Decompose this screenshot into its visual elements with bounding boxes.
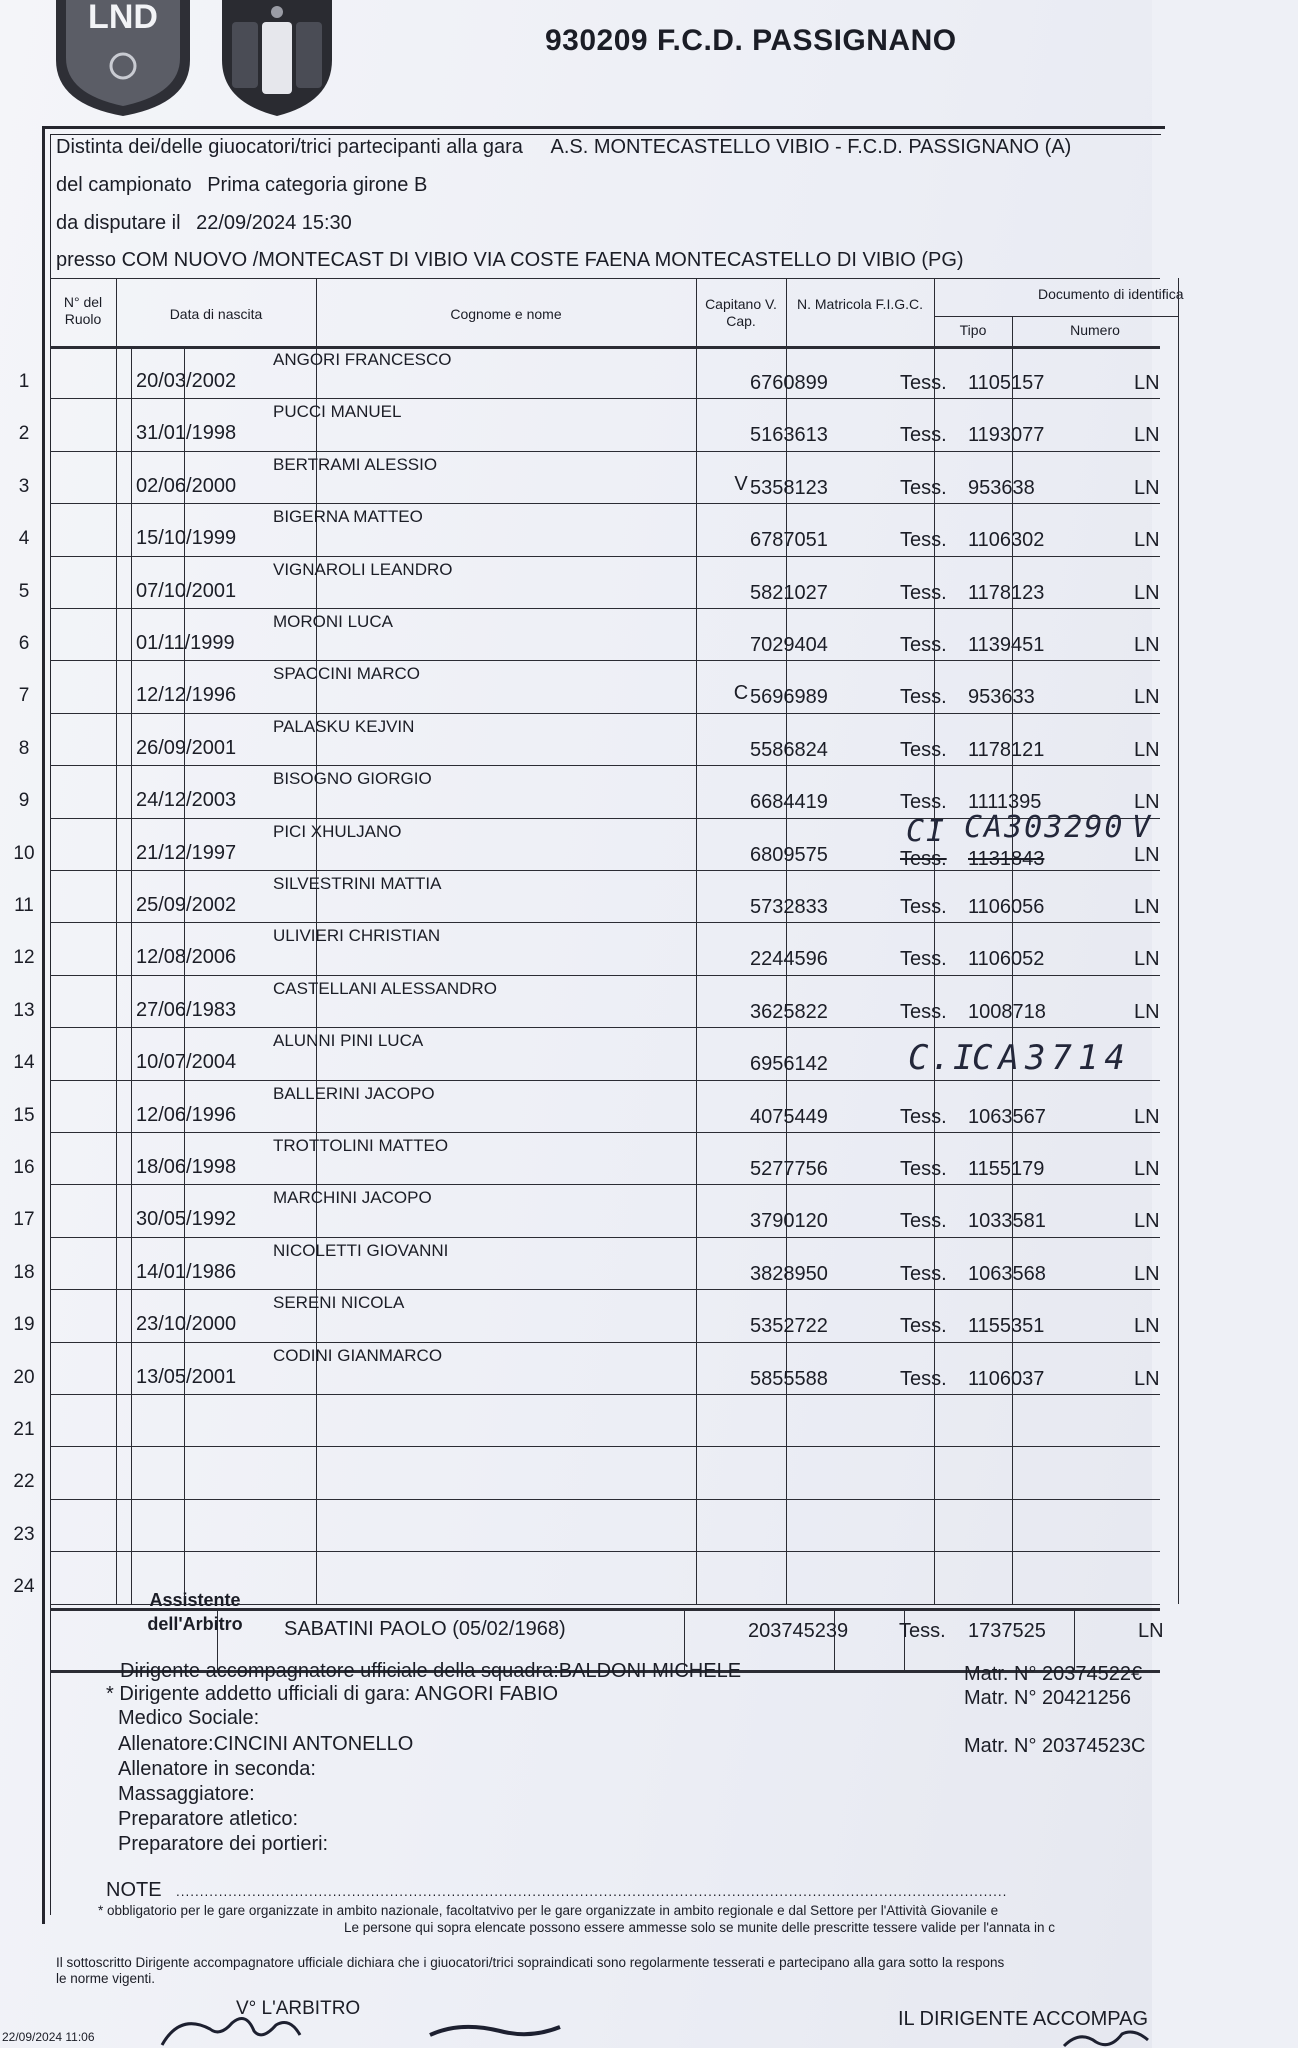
player-name-cell: PICI XHULJANO <box>273 821 402 841</box>
doc-issuer-cell: LN <box>1134 791 1160 814</box>
row-number: 13 <box>13 999 35 1021</box>
player-name-cell: CODINI GIANMARCO <box>273 1345 443 1365</box>
table-row <box>18 398 1178 450</box>
birth-date-cell: 12/12/1996 <box>136 684 237 707</box>
table-row <box>18 503 1178 555</box>
doc-number-cell: 1106302 <box>968 529 1045 552</box>
distinta-label: Distinta dei/delle giuocatori/trici partecipanti alla gara <box>56 136 523 158</box>
doc-number-cell: 1193077 <box>968 424 1045 447</box>
doc-type-cell: Tess. <box>900 738 947 761</box>
matricola-cell: 4075449 <box>750 1105 828 1128</box>
matricola-cell: 6809575 <box>750 843 828 866</box>
doc-issuer-cell: LN <box>1134 372 1160 394</box>
row-number: 3 <box>18 475 30 497</box>
doc-number-cell: 1178123 <box>968 581 1045 604</box>
row-number: 7 <box>18 685 30 707</box>
doc-number-cell: 1063568 <box>968 1262 1046 1285</box>
doc-number-cell: 953633 <box>968 686 1035 709</box>
doc-type-cell: Tess. <box>900 791 947 814</box>
distinta-value: A.S. MONTECASTELLO VIBIO - F.C.D. PASSIGNANO (A) <box>550 136 1072 158</box>
row-number: 15 <box>13 1104 35 1126</box>
header-capitano: Capitano V. Cap. <box>705 296 777 329</box>
grid-vline <box>696 278 697 346</box>
doc-issuer-cell: LN <box>1134 1000 1160 1023</box>
player-name-cell: SERENI NICOLA <box>273 1293 405 1313</box>
medico-line: Medico Sociale: <box>118 1707 260 1729</box>
matricola-cell: 5163613 <box>750 424 828 447</box>
arbitro-label: V° L'ARBITRO <box>236 1998 361 2019</box>
doc-number-cell: 1139451 <box>968 634 1045 656</box>
table-row <box>13 1184 1178 1236</box>
handwritten-ci-row10: CI <box>906 814 947 849</box>
grid-hline <box>50 278 1160 279</box>
matricola-cell: 3790120 <box>750 1210 828 1233</box>
addetto-line: * Dirigente addetto ufficiali di gara: ANGORI FABIO <box>106 1683 559 1705</box>
matricola-cell: 6760899 <box>750 372 828 394</box>
assistant-tipo: Tess. <box>899 1620 946 1642</box>
birth-date-cell: 02/06/2000 <box>136 474 237 497</box>
handwritten-ci-row14: C.I <box>908 1038 976 1078</box>
matricola-cell: 5352722 <box>750 1315 828 1338</box>
doc-type-cell: Tess. <box>900 686 947 709</box>
doc-type-cell: Tess. <box>900 372 947 394</box>
assistant-numero: 1737525 <box>968 1620 1046 1642</box>
table-row <box>13 975 1178 1027</box>
doc-issuer-cell: LN <box>1134 1315 1160 1338</box>
table-row <box>18 660 1178 712</box>
allenatore2-line: Allenatore in seconda: <box>118 1758 316 1780</box>
birth-date-cell: 01/11/1999 <box>136 632 235 654</box>
matricola-dirigente: Matr. N° 20374522€ <box>964 1663 1143 1685</box>
massaggiatore-line: Massaggiatore: <box>118 1783 255 1805</box>
doc-issuer-cell: LN <box>1134 738 1160 761</box>
birth-date-cell: 23/10/2000 <box>136 1313 237 1336</box>
table-row <box>18 346 1178 398</box>
doc-type-cell: Tess. <box>900 1210 947 1233</box>
birth-date-cell: 25/09/2002 <box>136 894 237 916</box>
row-number: 23 <box>13 1523 35 1545</box>
birth-date-cell: 12/08/2006 <box>136 946 237 969</box>
matricola-cell: 5732833 <box>750 896 828 918</box>
row-number: 24 <box>13 1576 35 1598</box>
row-number: 18 <box>13 1261 35 1283</box>
distinta-line <box>56 136 1071 159</box>
player-name-cell: SILVESTRINI MATTIA <box>273 874 442 893</box>
birth-date-cell: 13/05/2001 <box>136 1365 237 1388</box>
birth-date-cell: 20/03/2002 <box>136 370 237 392</box>
data-value: 22/09/2024 15:30 <box>196 212 352 234</box>
doc-type-cell: Tess. <box>900 896 947 918</box>
doc-issuer-cell: LN <box>1134 476 1160 499</box>
table-row <box>13 1342 1178 1394</box>
birth-date-cell: 26/09/2001 <box>136 736 237 759</box>
table-row <box>18 713 1178 765</box>
player-name-cell: PALASKU KEJVIN <box>273 716 415 736</box>
grid-vline <box>1178 346 1179 1604</box>
grid-vline <box>1178 278 1179 346</box>
doc-issuer-cell: LN <box>1134 424 1160 447</box>
row-number: 9 <box>18 790 30 812</box>
table-row <box>18 556 1178 608</box>
doc-type-cell: Tess. <box>900 1158 947 1180</box>
row-number: 19 <box>13 1314 35 1336</box>
grid-vline <box>1074 1608 1075 1670</box>
grid-hline <box>934 316 1178 317</box>
birth-date-cell: 15/10/1999 <box>136 527 237 550</box>
doc-number-cell: 1178121 <box>968 738 1045 761</box>
presso-line <box>56 249 964 272</box>
assistant-ente: LN <box>1138 1620 1164 1642</box>
note-label: NOTE <box>106 1879 162 1901</box>
data-line <box>56 212 352 235</box>
presso-label: presso <box>56 249 117 271</box>
matricola-cell: 3625822 <box>750 1000 828 1023</box>
matricola-allenatore: Matr. N° 20374523C <box>964 1735 1146 1757</box>
timestamp: 22/09/2024 11:06 <box>2 2030 95 2044</box>
birth-date-cell: 27/06/1983 <box>136 998 237 1021</box>
player-name-cell: MORONI LUCA <box>273 612 393 631</box>
doc-type-cell: Tess. <box>900 1367 947 1390</box>
table-row <box>13 1394 1178 1446</box>
header-tipo: Tipo <box>959 322 987 338</box>
row-number: 16 <box>13 1157 35 1178</box>
player-name-cell: ALUNNI PINI LUCA <box>273 1031 424 1051</box>
dirigente-signature <box>1060 2028 1152 2048</box>
dirigente-line: Dirigente accompagnatore ufficiale della squadra:BALDONI MICHELE <box>120 1660 742 1682</box>
handwritten-doc-row10: CA303290 <box>964 810 1125 845</box>
birth-date-cell: 30/05/1992 <box>136 1208 237 1231</box>
player-name-cell: BIGERNA MATTEO <box>273 507 423 527</box>
row-number: 2 <box>18 423 30 445</box>
preparatore-line: Preparatore atletico: <box>118 1808 299 1830</box>
table-row <box>13 1499 1178 1551</box>
grid-vline <box>786 278 787 346</box>
row-number: 11 <box>14 895 34 916</box>
player-name-cell: MARCHINI JACOPO <box>273 1188 432 1208</box>
matricola-addetto: Matr. N° 20421256 <box>964 1687 1131 1709</box>
birth-date-cell: 12/06/1996 <box>136 1103 237 1126</box>
doc-number-cell: 1111395 <box>968 791 1042 814</box>
table-row <box>13 1446 1178 1498</box>
doc-issuer-cell: LN <box>1134 948 1160 971</box>
svg-text:LND: LND <box>88 0 158 36</box>
matricola-cell: 3828950 <box>750 1262 828 1285</box>
birth-date-cell: 14/01/1986 <box>136 1260 237 1283</box>
doc-number-cell: 1131843 <box>968 847 1045 870</box>
doc-issuer-cell: LN <box>1134 1105 1160 1128</box>
player-name-cell: NICOLETTI GIOVANNI <box>273 1240 449 1260</box>
norme-text: le norme vigenti. <box>56 1971 156 1986</box>
matricola-cell: 6956142 <box>750 1053 828 1076</box>
doc-number-cell: 953638 <box>968 476 1035 499</box>
dirigente-signature-label: IL DIRIGENTE ACCOMPAG <box>898 2008 1149 2030</box>
assistant-matricola: 203745239 <box>748 1620 849 1642</box>
presso-value: COM NUOVO /MONTECAST DI VIBIO VIA COSTE FAENA MONTECASTELLO DI VIBIO (PG) <box>121 249 964 271</box>
matricola-cell: 5821027 <box>750 581 828 604</box>
doc-issuer-cell: LN <box>1134 1210 1160 1233</box>
doc-number-cell: 1063567 <box>968 1105 1046 1128</box>
doc-number-cell: 1033581 <box>968 1210 1046 1233</box>
table-row <box>18 451 1178 503</box>
header-documento: Documento di identifica <box>1038 286 1184 302</box>
doc-type-cell: Tess. <box>900 847 947 870</box>
birth-date-cell: 10/07/2004 <box>136 1051 237 1074</box>
doc-issuer-cell: LN <box>1134 1367 1160 1390</box>
birth-date-cell: 18/06/1998 <box>136 1156 237 1178</box>
row-number: 22 <box>13 1471 35 1493</box>
doc-issuer-cell: LN <box>1134 1262 1160 1285</box>
table-row <box>13 1237 1178 1289</box>
header-numero: Numero <box>1070 322 1120 338</box>
campionato-label: del campionato <box>56 174 192 196</box>
birth-date-cell: 31/01/1998 <box>136 422 237 445</box>
row-number: 21 <box>13 1419 35 1440</box>
captain-cell: C <box>733 682 749 705</box>
table-row <box>13 1080 1178 1132</box>
grid-vline <box>316 278 317 346</box>
player-name-cell: BISOGNO GIORGIO <box>273 769 432 789</box>
table-row <box>13 1132 1178 1184</box>
player-name-cell: BERTRAMI ALESSIO <box>273 454 438 474</box>
obbligatorio-text: * obbligatorio per le gare organizzate in ambito nazionale, facoltatvivo per le gare organizzate in ambito regionale e dal Settore per l'Attività Giovanile e <box>98 1903 999 1918</box>
doc-type-cell: Tess. <box>900 1315 947 1338</box>
lnd-logo <box>52 0 194 118</box>
doc-issuer-cell: LN <box>1134 634 1160 656</box>
doc-issuer-cell: LN <box>1134 1158 1160 1180</box>
doc-number-cell: 1105157 <box>968 372 1045 394</box>
captain-cell: V <box>734 472 748 495</box>
header-nome: Cognome e nome <box>450 306 562 322</box>
assistant-name: SABATINI PAOLO (05/02/1968) <box>284 1618 566 1640</box>
row-number: 4 <box>18 528 30 550</box>
matricola-cell: 5358123 <box>750 476 828 499</box>
grid-vline <box>1012 316 1013 346</box>
player-name-cell: PUCCI MANUEL <box>273 402 402 422</box>
grid-vline <box>116 278 117 346</box>
doc-type-cell: Tess. <box>900 581 947 604</box>
matricola-cell: 5277756 <box>750 1158 828 1180</box>
header-ruolo: N° del Ruolo <box>63 294 103 327</box>
doc-number-cell: 1008718 <box>968 1000 1046 1023</box>
doc-type-cell: Tess. <box>900 948 947 971</box>
row-number: 6 <box>18 633 30 654</box>
doc-type-cell: Tess. <box>900 634 947 656</box>
player-name-cell: SPACCINI MARCO <box>273 664 421 684</box>
grid-vline <box>934 278 935 346</box>
assistant-label-2: dell'Arbitro <box>147 1614 243 1634</box>
matricola-cell: 6787051 <box>750 529 828 552</box>
matricola-cell: 2244596 <box>750 948 828 971</box>
data-label: da disputare il <box>56 212 181 234</box>
player-name-cell: ANGORI FRANCESCO <box>273 350 452 369</box>
doc-number-cell: 1155179 <box>968 1158 1045 1180</box>
table-row <box>14 870 1178 922</box>
note-dots: ............................................................................................................................................................................... <box>176 1884 1008 1899</box>
matricola-cell: 7029404 <box>750 634 828 656</box>
doc-type-cell: Tess. <box>900 1105 947 1128</box>
row-number: 12 <box>13 947 35 969</box>
campionato-line <box>56 174 427 197</box>
birth-date-cell: 21/12/1997 <box>136 841 237 864</box>
figc-logo <box>218 0 336 118</box>
row-number: 1 <box>18 371 30 392</box>
row-number: 17 <box>13 1209 35 1231</box>
player-name-cell: TROTTOLINI MATTEO <box>273 1136 449 1155</box>
doc-type-cell: Tess. <box>900 1262 947 1285</box>
header-nascita: Data di nascita <box>169 306 263 322</box>
row-number: 14 <box>13 1052 35 1074</box>
campionato-value: Prima categoria girone B <box>207 174 428 196</box>
doc-issuer-cell: LN <box>1134 581 1160 604</box>
persone-text: Le persone qui sopra elencate possono essere ammesse solo se munite delle prescritte tessere valide per l'annata in c <box>344 1920 1055 1935</box>
table-row <box>18 608 1178 660</box>
row-number: 5 <box>18 580 30 602</box>
row-number: 20 <box>13 1366 35 1388</box>
table-row <box>13 922 1178 974</box>
allenatore-line: Allenatore:CINCINI ANTONELLO <box>118 1733 414 1755</box>
doc-type-cell: Tess. <box>900 529 947 552</box>
header-matricola: N. Matricola F.I.G.C. <box>796 296 924 312</box>
doc-type-cell: Tess. <box>900 1000 947 1023</box>
matricola-cell: 5696989 <box>750 686 828 709</box>
player-name-cell: VIGNAROLI LEANDRO <box>273 559 453 579</box>
birth-date-cell: 07/10/2001 <box>136 579 237 602</box>
referee-signature <box>150 2005 570 2048</box>
doc-issuer-cell: LN <box>1134 686 1160 709</box>
doc-issuer-cell: LN <box>1134 843 1160 866</box>
table-row <box>13 1289 1178 1341</box>
assistant-label-1: Assistente <box>149 1590 241 1610</box>
matricola-cell: 5855588 <box>750 1367 828 1390</box>
doc-number-cell: 1155351 <box>968 1315 1045 1338</box>
handwritten-doc-row14: CA3714 <box>972 1038 1131 1078</box>
doc-number-cell: 1106052 <box>968 948 1045 971</box>
doc-number-cell: 1106037 <box>968 1367 1045 1390</box>
row-number: 10 <box>13 842 35 864</box>
birth-date-cell: 24/12/2003 <box>136 789 237 812</box>
player-name-cell: BALLERINI JACOPO <box>273 1083 435 1103</box>
player-name-cell: ULIVIERI CHRISTIAN <box>273 926 441 946</box>
matricola-cell: 5586824 <box>750 738 828 761</box>
doc-issuer-cell: LN <box>1134 529 1160 552</box>
dichiara-text: Il sottoscritto Dirigente accompagnatore ufficiale dichiara che i giuocatori/trici sopraindicati sono regolarmente tesserati e partecipano alla gara sotto la respons <box>56 1955 1005 1970</box>
doc-issuer-cell: LN <box>1134 896 1160 918</box>
handwritten-ente-row10: V <box>1132 810 1153 845</box>
doc-number-cell: 1106056 <box>968 896 1045 918</box>
portieri-line: Preparatore dei portieri: <box>118 1833 329 1855</box>
document-title: 930209 F.C.D. PASSIGNANO <box>545 24 957 57</box>
doc-type-cell: Tess. <box>900 424 947 447</box>
doc-type-cell: Tess. <box>900 476 947 499</box>
matricola-cell: 6684419 <box>750 791 828 814</box>
player-name-cell: CASTELLANI ALESSANDRO <box>273 978 497 998</box>
row-number: 8 <box>18 737 30 759</box>
